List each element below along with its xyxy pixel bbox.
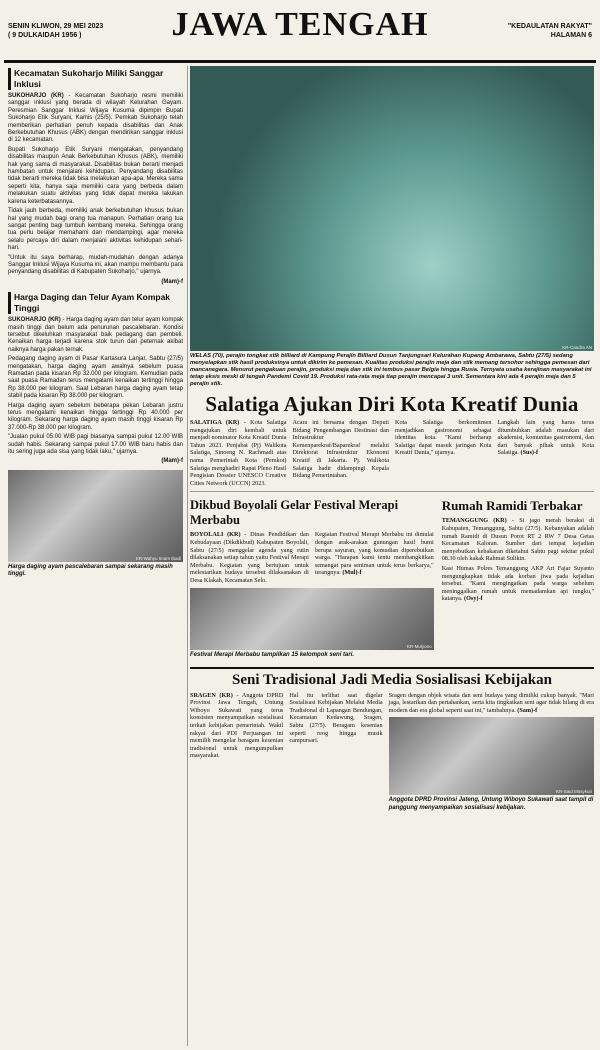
festival-photo-credit: KR-Mulyono [406,643,432,649]
salatiga-story [190,419,594,487]
left-column [8,66,188,1046]
main-area [190,66,594,816]
story2-body3: Harga daging ayam sebelum beberapa pekan Lebaran justru terus mengalami kenaikan hingga tertinggi Rp 40.000 per kilogram. Sekarang harga daging ayam masih tinggi kisaran Rp 37.000-Rp 38.000 per kilogram. [8,402,183,431]
temanggung-story [442,496,594,662]
story1-sign: (Mam)-f [161,278,183,285]
story2-title: Harga Daging dan Telur Ayam Kompak Tinggi [8,292,183,314]
boyolali-col2 [315,531,434,584]
story1-dateline: SUKOHARJO (KR) [8,93,64,99]
headline-salatiga: Salatiga Ajukan Diri Kota Kreatif Dunia [205,392,579,416]
salatiga-text4: Langkah lain yang harus terus ditumbuhkan adalah masukan dari akademisi, komunitas gastronomi, dan dari banyak pihak untuk Kota Salatiga. [497,419,594,457]
festival-caption: Festival Merapi Merbabu tampilkan 15 kelompok seni tari. [190,651,355,658]
mid-row [190,496,594,662]
salatiga-col3: Kota Salatiga berkomitmen menjadikan gastronomi sebagai identitas kota. "Kami berharap Salatiga dapat masuk jaringan Kota Kreatif Dunia," ujarnya. [395,419,492,457]
story2-sign: (Mam)-f [161,458,183,465]
salatiga-text1: - Kota Salatiga mengajukan diri kembali untuk menjadi nominator Kota Kreatif Dunia Tahun 2023. Penjabat (Pj) Walikota Salatiga, Sinoeng N. Rachmadi atas nama Pemerintah Kota (Pemkot) Salatiga menghadiri Rapat Pleno Hasil Pengisian Dossier UNESCO Creative Cities Network (UCCN) 2023. [190,419,287,487]
boyolali-cols [190,531,434,584]
masthead [4,4,596,63]
boyolali-sign: (Mul)-f [342,569,362,577]
boyolali-text2: Kegiatan Festival Merapi Merbabu ini dimulai dengan arak-arakan gunungan hasil bumi berupa sayuran, yang kemudian diperebutkan warga. "Harapan kami tentu membangkitkan semangat para seniman untuk terus berkarya," terangnya. [314,531,434,577]
sragen-sign: (Sam)-f [517,706,538,714]
boyolali-story [190,496,434,662]
story1-body [8,93,183,145]
story2-dateline: SUKOHARJO (KR) [8,317,61,324]
festival-photo [190,588,434,650]
salatiga-dateline: SALATIGA (KR) [190,419,240,426]
story1-body3: Tidak jauh berbeda, memiliki anak berkebutuhan khusus bukan hal yang mudah bagi orang tua manapun. Perhatian orang tua sangat penting bagi tumbuh kembang mereka. Sehingga orang tua perlu belajar memahami dan mendampingi, agar mereka selalu percaya diri dalam menjalani aktivitas kehidupan sehari-hari. [8,208,183,252]
sragen-dateline: SRAGEN (KR) [190,691,233,699]
date-hijri: ( 9 DULKAIDAH 1956 ) [8,32,82,39]
billiard-caption: WELAS (70), perajin tongkat stik billiard di Kampung Perajin Billiard Dusun Tanjungsari Kelurahan Kupang Ambarawa, Sabtu (27/5) sedang menyelapkan stik hasil produksinya untuk dikirim ke pemesan. Kualitas produksi perajin meja dan stik memang tersohor sehingga pemesan dari mancanegara. Menurut pengakuan perajin, produksi meja dan stik ini tembus pasar Belgia hingga Rusia. Ternyata usaha kerajinan masyarakat ini tetap eksis meski di tengah Pandemi Covid 19. Produksi rata-rata meja tiap perajin mencapai 3 unit. Sementara kini ada 4 perajin meja dan 5 perajin stik. [190,353,592,387]
boyolali-title: Dikbud Boyolali Gelar Festival Merapi Merbabu [190,498,399,528]
page-number: HALAMAN 6 [550,32,592,39]
sragen-right [389,692,594,816]
sragen-text3: Sragen dengan objek wisata dan seni budaya yang dimiliki cukup banyak. "Mari jaga, lestarikan dan pertahankan, serta kita tingkatkan seni agar tidak hilang di era modern dan era global seperti saat ini," tambahnya. [388,691,594,714]
salatiga-col2: Acara ini bersama dengan Deputi Bidang Pengembangan Destinasi dan Infrastruktur Kemenparekraf/Baparekraf melalui Direktorat Infrastruktur Ekonomi Kreatif di Jakarta. Pj. Walikota Salatiga hadir didampingi Kepala Bidang Pemerintahan. [292,419,389,480]
sragen-col3 [389,692,594,715]
temanggung-sign: (Osy)-f [464,595,483,603]
sragen-photo-credit: KR-Said Masykuri [555,789,592,795]
sragen-title: Seni Tradisional Jadi Media Sosialisasi Kebijakan [190,667,594,689]
sragen-text: - Anggota DPRD Provinsi Jawa Tengah, Untung Wiboyo Sukawati yang terus konsisten menyampaikan sosialisasi terkait kebijakan pemerintah. Wakil rakyat dari PDI Perjuangan ini memilih mengelar beragam kesenian tradisional untuk mengumpulkan masyarakat. [190,691,284,760]
temanggung-text: - Si jago merah beraksi di Kabupaten, Temanggung, Sabtu (27/5). Kebanyakan adalah rumah Ramidi di Dusun Porot RT 2 RW 7 Desa Getas Kecamatan Kaloran. Sumber dari tempat kejadian menyebutkan kebakaran diketahui Sabtu pagi sekitar pukul 08.30 oleh kakak Rahmat Sulikin. [441,517,595,563]
story1-body2: Bupati Sukoharjo Etik Suryani mengatakan, penyandang disabilitas maupun Anak Berkebutuhan Khusus (ABK), memiliki hak yang sama di masyarakat. Disabilitas bukan berarti menjadi hambatan untuk menjalani kehidupan. Penyandang disabilitas tidak berarti mereka tidak bisa melakukan apa-apa. Mereka sama seperti kita, hanya saja memiliki cara yang berbeda dalam melakukan suatu aktivitas yang tidak dapat mereka lakukan karena keterbatasannya. [8,146,183,205]
sragen-caption: Anggota DPRD Provinsi Jateng, Untung Wiboyo Sukawati saat tampil di panggung menyampaikan sosialisasi kebijakan. [388,797,594,811]
story2-body4: "Jualan pukul 05.00 WIB pagi biasanya sampai pukul 12.00 WIB sudah habis. Sekarang sampai pukul 17.00 WIB baru habis dan itu sering juga ada sisa yang tidak laku," ujarnya. [8,434,183,456]
sragen-col2: Hal itu terlihat saat digelar Sosialisasi Kebijakan Melalui Media Tradisional di Lapangan Bendungan, Kecamatan Kedawung, Sragen, Sabtu (27/5). Beragam kesenian seperti reog hingga musik campursari. [289,691,383,745]
temanggung-body [442,517,594,563]
boyolali-col1 [190,531,309,584]
salatiga-col4 [498,419,595,487]
market-photo-caption: Harga daging ayam pascalebaran sampai sekarang masih tinggi. [8,563,173,578]
temanggung-title: Rumah Ramidi Terbakar [441,498,583,514]
story1-body4: "Untuk itu saya berharap, mudah-mudahan dengan adanya Sanggar Inklusi Wijaya Kusuma ini, akan mampu membantu para penyandang disabilitas di Kabupaten Sukoharjo," ujarnya. [8,254,183,276]
billiard-photo-credit: KR-Candra AN [562,345,592,350]
salatiga-sign: (Sus)-f [520,449,539,457]
sragen-col1 [190,692,283,816]
story1-title: Kecamatan Sukoharjo Miliki Sanggar Inklusi [8,68,183,90]
temanggung-dateline: TEMANGGUNG (KR) [441,517,507,525]
story1-text: - Kecamatan Sukoharjo resmi memiliki sanggar inklusi yang berada di wilayah Kelurahan Gayam. Peresmian Sanggar Inklusi Wijaya Kusuma dipimpin Bupati Sukoharjo Etik Suryani, Kamis (25/5). Pemkab Sukoharjo telah memberikan perhatian penuh kepada disabilitas dan Anak Berkebutuhan Khusus (ABK) dengan mendirikan sanggar inklusi di 12 kecamatan. [8,93,183,144]
section-title: JAWA TENGAH [171,6,429,43]
temanggung-body2 [442,565,594,603]
slogan: "KEDAULATAN RAKYAT" [507,23,592,30]
story2-body2: Pedagang daging ayam di Pasar Kartasura Lanjar, Sabtu (27/5) mengatakan, harga daging ayam awalnya sebelum puasa Ramadan pada kisaran Rp 32.000 per kilogram. Kemudian pada saat puasa Ramadan terus mengalami kenaikan tertinggi hingga Rp 38.000 per kilogram. Saat Lebaran harga daging ayam tetap stabil pada kisaran Rp 38.000 per kilogram. [8,356,183,400]
sragen-story [190,692,594,816]
market-photo-credit: KR-Wahyu Imam Ibadi [135,555,181,561]
sragen-photo [389,717,594,795]
market-photo [8,470,183,562]
masthead-right [508,22,592,40]
boyolali-text: - Dinas Pendidikan dan Kebudayaan (Dikdikbud) Kabupaten Boyolali, Sabtu (27/5) menggelar agenda yang rutin dilaksanakan setiap tahun yaitu Festival Merapi Merbabu. Kegiatan yang bertujuan untuk melestarikan budaya tersebut dilaksanakan di Desa Klakah, Kecamatan Selo. [190,531,309,584]
story2-text: - Harga daging ayam dan telur ayam kompak masih tinggi dan belum ada penurunan pascalebaran. Kondisi tersebut dikeluhkan masyarakat baik pedagang dan pembeli. Kenaikan harga terjadi karena stok turun dari peternak akibat naiknya harga pakan ternak. [8,317,183,353]
date-gregorian: SENIN KLIWON, 29 MEI 2023 [8,23,104,30]
boyolali-dateline: BOYOLALI (KR) [190,531,241,539]
story2-body [8,317,183,354]
temanggung-text2: Kasi Humas Polres Temanggung AKP Ari Fajar Suyanto mengungkapkan tidak ada korban jiwa pada kejadian tersebut. "Kami mengingatkan pada warga sebelum meninggalkan rumah untuk memadamkan api tungku," katanya. [441,564,594,603]
divider [190,491,594,492]
salatiga-col1 [190,419,287,487]
billiard-photo [190,66,594,351]
